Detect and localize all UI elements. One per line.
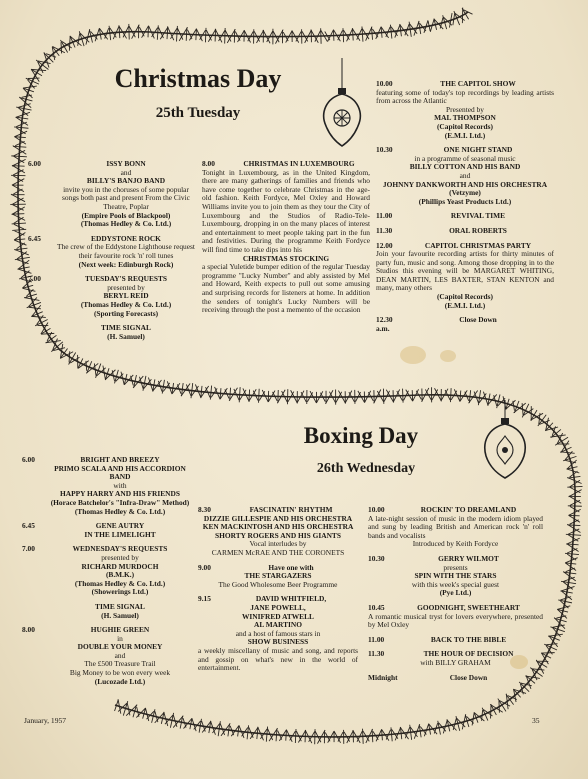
slot-line: RICHARD MURDOCH bbox=[81, 561, 159, 571]
tinsel-strand bbox=[69, 36, 70, 51]
slot-line: with bbox=[113, 480, 127, 490]
slot-time: Midnight bbox=[368, 672, 398, 682]
tinsel-strand bbox=[205, 28, 206, 42]
slot-time: 6.00 bbox=[22, 455, 35, 464]
christmas-column-1 bbox=[28, 160, 198, 347]
slot-time bbox=[28, 324, 54, 341]
schedule-entry bbox=[368, 636, 543, 645]
slot-line: (Capitol Records) bbox=[436, 292, 494, 302]
slot-time: 9.15 bbox=[198, 594, 211, 604]
christmas-column-3 bbox=[376, 80, 554, 339]
slot-line: WEDNESDAY'S REQUESTS bbox=[72, 544, 168, 554]
slot-line: KEN MACKINTOSH AND HIS ORCHESTRA bbox=[202, 522, 354, 532]
slot-line: in bbox=[117, 633, 123, 643]
slot-line: featuring some of today's top recordings by leading artists from across the Atlantic bbox=[376, 87, 554, 106]
slot-line: A romantic musical tryst for lovers everywhere, presented by Mel Oxley bbox=[368, 611, 543, 630]
tinsel-strand bbox=[15, 239, 25, 240]
paper-stain bbox=[440, 350, 456, 362]
slot-line: Vocal interludes by bbox=[249, 539, 307, 549]
schedule-entry bbox=[376, 80, 554, 140]
slot-line: HUGHIE GREEN bbox=[90, 625, 150, 635]
tinsel-strand bbox=[259, 389, 260, 403]
slot-time: 10.00 bbox=[368, 505, 385, 514]
slot-description: Tonight in Luxembourg, as in the United Kingdom, there are many gatherings of families and friends who have come together to celebrate Christmas in the age-old fashion. Keith Fordyce, Mel Oxley and Howard Williams invite you to join them as they tour the City of Luxembourg and the Studios of Radio-Tele-Luxembourg, dropping in on the many places of interest and entertainment to meet people taking part in the fun and festivities. During the programme Keith Fordyce will find time to take dips into his bbox=[202, 167, 370, 254]
tinsel-strand bbox=[381, 27, 382, 37]
tinsel-strand bbox=[61, 42, 62, 53]
slot-line: (Thomas Hedley & Co. Ltd.) bbox=[80, 299, 172, 309]
slot-line: MAL THOMPSON bbox=[434, 113, 496, 123]
slot-line: (E.M.I. Ltd.) bbox=[444, 300, 486, 310]
slot-line: (H. Samuel) bbox=[101, 610, 139, 620]
slot-time: 11.00 bbox=[376, 211, 393, 221]
tinsel-strand bbox=[372, 27, 373, 40]
slot-line: (Phillips Yeast Products Ltd.) bbox=[418, 196, 512, 206]
slot-line: The Good Wholesome Beer Programme bbox=[218, 579, 338, 589]
slot-line: BRIGHT AND BREEZY bbox=[80, 455, 160, 464]
slot-time: 8.00 bbox=[202, 159, 215, 168]
slot-line: (E.M.I. Ltd.) bbox=[444, 130, 486, 140]
slot-line: presents bbox=[443, 562, 468, 572]
slot-time: 6.45 bbox=[28, 233, 41, 243]
slot-line: DOUBLE YOUR MONEY bbox=[77, 642, 163, 652]
slot-line: ISSY BONN bbox=[106, 159, 146, 168]
tinsel-strand bbox=[15, 137, 26, 138]
slot-line: (Sporting Forecasts) bbox=[93, 308, 159, 318]
schedule-entry bbox=[28, 275, 198, 318]
schedule-entry bbox=[22, 522, 192, 539]
tinsel-strand bbox=[450, 388, 451, 402]
slot-line: TUESDAY'S REQUESTS bbox=[84, 274, 168, 284]
slot-line: (Lucozade Ltd.) bbox=[94, 676, 146, 686]
tinsel-strand bbox=[13, 166, 25, 167]
paper-stain bbox=[400, 346, 426, 364]
slot-description: a special Yuletide bumper edition of the regular Tuesday programme "Lucky Number" and ably assisted by Mel and Howard, Keith expects to pull out some amusing and surprising records for listeners at home. In addition the senders of tonight's Lucky Numbers will be receiving through the post a memento of the occasion bbox=[202, 262, 370, 315]
slot-line: THE STARGAZERS bbox=[244, 571, 312, 581]
slot-line: invite you in the choruses of some popular songs both past and present From the Civic Theatre, Poplar bbox=[62, 184, 190, 211]
slot-line: (Capitol Records) bbox=[436, 121, 494, 131]
slot-title: THE CAPITOL SHOW bbox=[440, 79, 516, 88]
slot-line: EDDYSTONE ROCK bbox=[91, 233, 161, 243]
schedule-entry bbox=[376, 316, 554, 333]
slot-line: in a programme of seasonal music bbox=[414, 153, 516, 163]
schedule-entry bbox=[22, 545, 192, 597]
slot-title: DAVID WHITFIELD, bbox=[255, 594, 327, 604]
tinsel-strand bbox=[549, 636, 558, 647]
slot-time: 11.00 bbox=[368, 634, 385, 644]
tinsel-strand bbox=[249, 389, 250, 401]
tinsel-strand bbox=[544, 644, 557, 650]
christmas-title: Christmas Day bbox=[114, 64, 282, 93]
slot-line: AL MARTINO bbox=[254, 620, 302, 630]
slot-time bbox=[22, 603, 48, 620]
boxing-subtitle: 26th Wednesday bbox=[316, 461, 416, 476]
slot-line: JANE POWELL, bbox=[250, 602, 306, 612]
slot-time: 10.30 bbox=[376, 145, 393, 155]
slot-line: HAPPY HARRY AND HIS FRIENDS bbox=[60, 489, 180, 499]
slot-line: (Empire Pools of Blackpool) bbox=[81, 210, 171, 220]
slot-line: (B.M.K.) bbox=[105, 570, 135, 580]
slot-line: JOHNNY DANKWORTH AND HIS ORCHESTRA bbox=[382, 179, 548, 189]
slot-line: with this week's special guest bbox=[411, 579, 500, 589]
slot-line: TIME SIGNAL bbox=[95, 601, 145, 611]
christmas-subtitle: 25th Tuesday bbox=[155, 105, 241, 121]
slot-time: 9.00 bbox=[198, 562, 211, 572]
slot-line: GENE AUTRY bbox=[95, 521, 145, 531]
tinsel-strand bbox=[539, 413, 540, 424]
slot-time: 10.00 bbox=[376, 79, 393, 88]
schedule-entry bbox=[368, 650, 543, 667]
schedule-entry bbox=[28, 160, 198, 229]
slot-time: 6.00 bbox=[28, 159, 41, 168]
slot-title: Close Down bbox=[459, 315, 497, 325]
christmas-column-2 bbox=[202, 160, 370, 315]
slot-line: CARMEN McRAE AND THE CORONETS bbox=[211, 547, 345, 557]
schedule-entry bbox=[22, 603, 192, 620]
slot-line: TIME SIGNAL bbox=[101, 323, 151, 333]
slot-title: ROCKIN' TO DREAMLAND bbox=[420, 505, 517, 514]
issue-date: January, 1957 bbox=[24, 716, 67, 725]
slot-line: BILLY COTTON AND HIS BAND bbox=[409, 162, 521, 172]
slot-line: SHOW BUSINESS bbox=[247, 637, 309, 647]
tinsel-strand bbox=[382, 730, 383, 740]
tinsel-strand bbox=[403, 389, 404, 403]
slot-time: 10.30 bbox=[368, 553, 385, 563]
slot-title: Have one with bbox=[268, 562, 314, 572]
slot-title: BACK TO THE BIBLE bbox=[430, 634, 507, 644]
slot-line: a weekly miscellany of music and song, and reports and gossip on what's new in the world of entertainment. bbox=[198, 645, 358, 673]
slot-line: Presented by bbox=[446, 104, 484, 114]
schedule-entry bbox=[28, 235, 198, 269]
slot-line: (Thomas Hedley & Co. Ltd.) bbox=[80, 219, 172, 229]
schedule-entry bbox=[376, 212, 554, 221]
slot-line: A late-night session of music in the modern idiom played and sung by leading British and American rock 'n' roll bands and vocalists bbox=[368, 513, 543, 540]
slot-title: ONE NIGHT STAND bbox=[443, 145, 513, 155]
slot-line: The £500 Treasure Trail bbox=[84, 659, 156, 669]
tinsel-strand bbox=[70, 36, 82, 46]
slot-line: WINIFRED ATWELL bbox=[242, 611, 314, 621]
slot-line: Join your favourite recording artists for thirty minutes of party fun, music and song. Among those dropping in to the Studios this evening will be MARGARET WHITING, DEAN MARTIN, LES BAXTER, STAN KENTON and many, many others bbox=[376, 249, 554, 293]
boxing-title: Boxing Day bbox=[303, 423, 419, 448]
slot-line: presented by bbox=[101, 552, 139, 562]
slot-line: (Vetzyme) bbox=[449, 188, 481, 198]
slot-time: 8.00 bbox=[22, 625, 35, 635]
schedule-entry bbox=[368, 674, 543, 683]
slot-line: The crew of the Eddystone Lighthouse request their favourite rock 'n' roll tunes bbox=[57, 242, 195, 260]
slot-time: 12.30 a.m. bbox=[376, 315, 393, 333]
slot-time: 10.45 bbox=[368, 602, 385, 612]
schedule-entry bbox=[198, 564, 358, 590]
schedule-entry bbox=[368, 604, 543, 630]
slot-title: GERRY WILMOT bbox=[438, 553, 499, 563]
slot-time: 8.30 bbox=[198, 505, 211, 514]
slot-line: and a host of famous stars in bbox=[235, 628, 321, 638]
boxing-column-3 bbox=[368, 506, 543, 688]
slot-line: (Showerings Ltd.) bbox=[91, 587, 149, 597]
schedule-entry bbox=[198, 595, 358, 672]
slot-line: and bbox=[114, 650, 126, 660]
page-number: 35 bbox=[532, 716, 540, 725]
slot-line: (Pye Ltd.) bbox=[439, 588, 472, 598]
schedule-entry bbox=[28, 324, 198, 341]
tinsel-strand bbox=[220, 388, 221, 398]
schedule-entry bbox=[368, 555, 543, 598]
slot-title: Close Down bbox=[449, 672, 488, 682]
slot-time: 11.30 bbox=[376, 225, 393, 235]
slot-line: and bbox=[459, 170, 471, 180]
tinsel-strand bbox=[353, 29, 354, 41]
tinsel-strand bbox=[460, 390, 461, 400]
slot-line: SHORTY ROGERS AND HIS GIANTS bbox=[215, 530, 341, 540]
slot-line: (Horace Batchelor's "Infra-Draw" Method) bbox=[50, 497, 190, 507]
tinsel-strand bbox=[286, 730, 287, 740]
slot-line: (Next week: Edinburgh Rock) bbox=[78, 259, 174, 269]
tinsel-strand bbox=[295, 729, 296, 743]
slot-line: (H. Samuel) bbox=[107, 331, 145, 341]
tinsel-strand bbox=[12, 229, 26, 230]
slot-time: 7.00 bbox=[22, 544, 35, 554]
slot-title: ORAL ROBERTS bbox=[449, 225, 507, 235]
slot-line: BERYL REID bbox=[103, 291, 149, 301]
slot-subtitle: CHRISTMAS STOCKING bbox=[242, 253, 330, 263]
slot-line: BILLY'S BANJO BAND bbox=[86, 176, 166, 186]
slot-time: 7.00 bbox=[28, 274, 41, 284]
slot-line: SPIN WITH THE STARS bbox=[414, 571, 497, 581]
schedule-entry bbox=[198, 506, 358, 558]
slot-time: 6.45 bbox=[22, 521, 35, 531]
slot-line: DIZZIE GILLESPIE AND HIS ORCHESTRA bbox=[203, 513, 353, 523]
tinsel-strand bbox=[69, 351, 70, 362]
slot-line: Big Money to be won every week bbox=[69, 668, 171, 678]
slot-title: REVIVAL TIME bbox=[450, 211, 506, 221]
slot-line: IN THE LIMELIGHT bbox=[84, 529, 156, 539]
slot-title: GOODNIGHT, SWEETHEART bbox=[417, 602, 520, 612]
bauble-ornament-icon bbox=[480, 400, 530, 480]
slot-line: PRIMO SCALA AND HIS ACCORDION BAND bbox=[54, 463, 186, 482]
slot-line: presented by bbox=[107, 282, 145, 292]
slot-time: 12.00 bbox=[376, 240, 393, 250]
slot-line: (Thomas Hedley & Co. Ltd.) bbox=[74, 506, 166, 516]
slot-title: CAPITOL CHRISTMAS PARTY bbox=[424, 240, 532, 250]
boxing-column-2 bbox=[198, 506, 358, 679]
slot-line: (Thomas Hedley & Co. Ltd.) bbox=[74, 578, 166, 588]
slot-time: 11.30 bbox=[368, 649, 385, 659]
boxing-column-1 bbox=[22, 456, 192, 692]
schedule-entry bbox=[376, 146, 554, 206]
slot-line: with BILLY GRAHAM bbox=[420, 657, 491, 667]
tinsel-strand bbox=[372, 729, 373, 742]
slot-line: Introduced by Keith Fordyce bbox=[412, 539, 499, 549]
schedule-entry bbox=[22, 626, 192, 686]
slot-title: THE HOUR OF DECISION bbox=[423, 649, 514, 659]
slot-line: and bbox=[120, 167, 132, 177]
schedule-entry bbox=[376, 242, 554, 311]
schedule-entry bbox=[368, 506, 543, 549]
schedule-entry bbox=[22, 456, 192, 516]
slot-title: FASCINATIN' RHYTHM bbox=[249, 505, 333, 514]
slot-title: CHRISTMAS IN LUXEMBOURG bbox=[243, 159, 355, 168]
bauble-ornament-icon bbox=[318, 58, 366, 148]
tinsel-strand bbox=[86, 363, 98, 373]
schedule-entry bbox=[376, 227, 554, 236]
